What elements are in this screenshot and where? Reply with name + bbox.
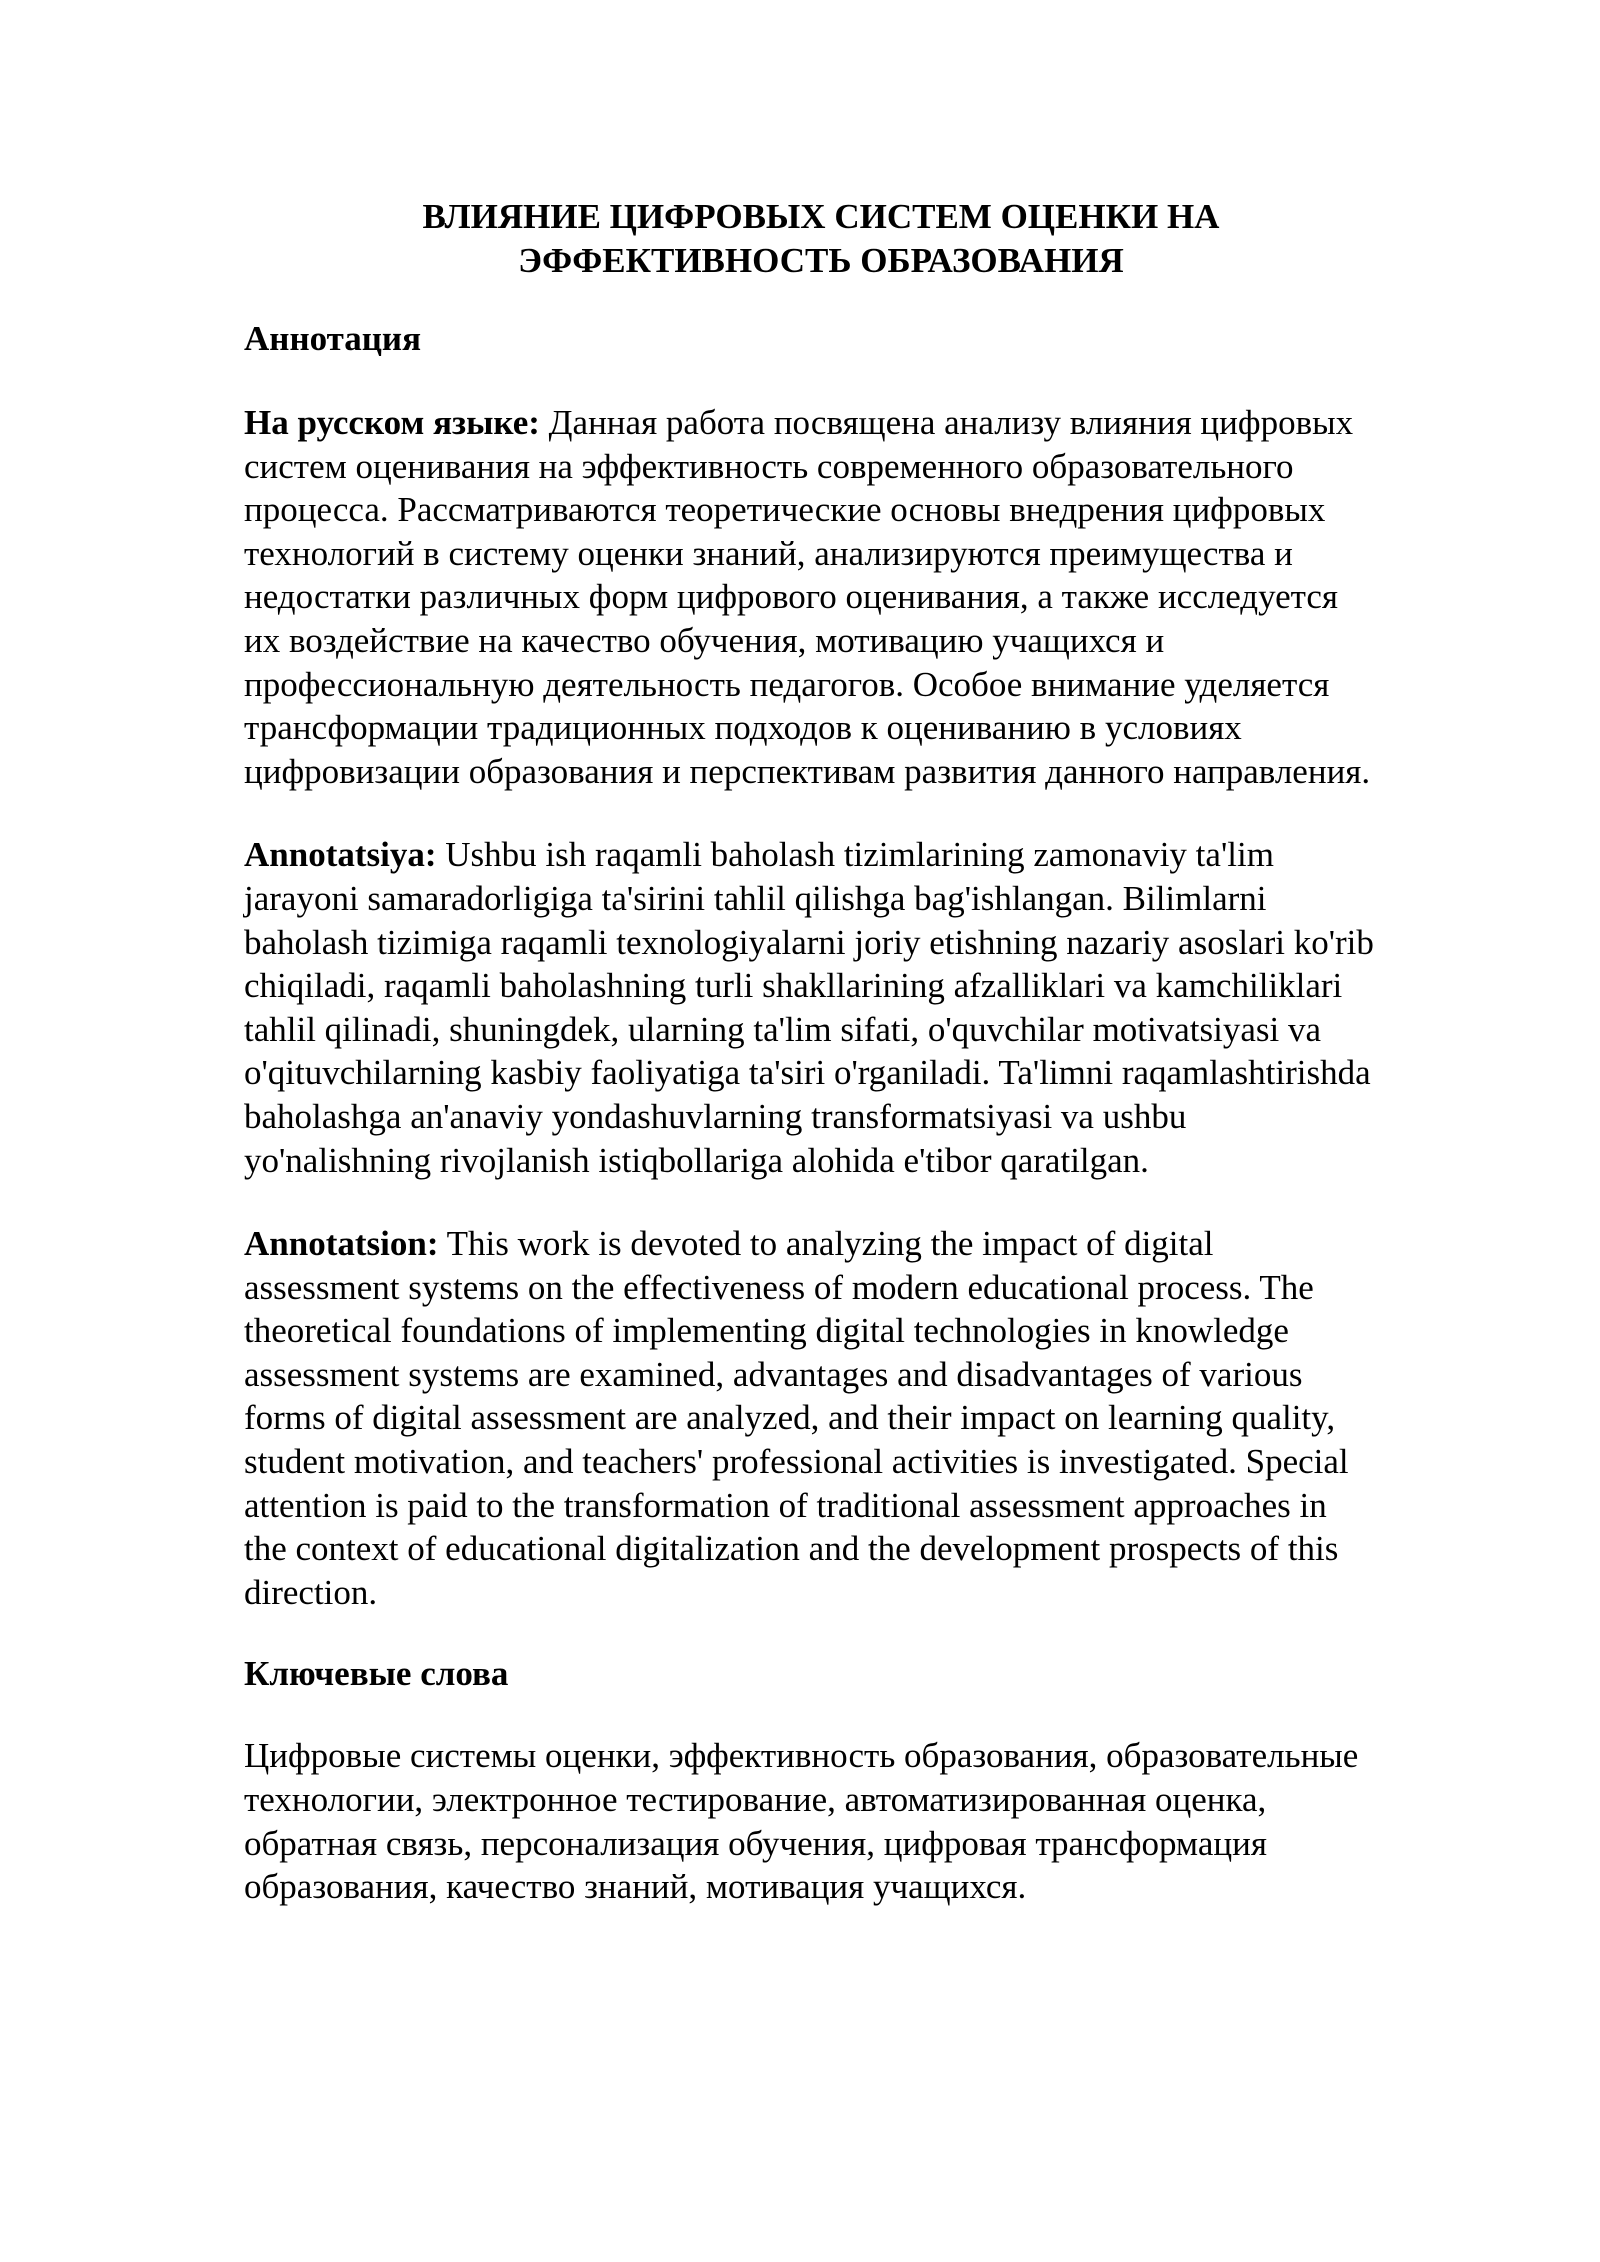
annotation-english [244, 1222, 1374, 1614]
document-page [244, 195, 1374, 1909]
annotation-uzbek [244, 833, 1374, 1182]
annotation-heading: Аннотация [244, 319, 422, 358]
annotation-uzbek-text: Ushbu ish raqamli baholash tizimlarining zamonaviy ta'lim jarayoni samaradorligiga ta'sirini tahlil qilishga bag'ishlangan. Bilimlarni baholash tizimiga raqamli texnologiyalarni joriy etishning nazariy asoslari ko'rib chiqiladi, raqamli baholashning turli shakllarining afzalliklari va kamchiliklari tahlil qilinadi, shuningdek, ularning ta'lim sifati, o'quvchilar motivatsiyasi va o'qituvchilarning kasbiy faoliyatiga ta'siri o'rganiladi. Ta'limni raqamlashtirishda baholashga an'anaviy yondashuvlarning transformatsiyasi va ushbu yo'nalishning rivojlanish istiqbollariga alohida e'tibor qaratilgan. [244, 835, 1374, 1180]
annotation-english-text: This work is devoted to analyzing the impact of digital assessment systems on the effectiveness of modern educational process. The theoretical foundations of implementing digital technologies in knowledge assessment systems are examined, advantages and disadvantages of various forms of digital assessment are analyzed, and their impact on learning quality, student motivation, and teachers' professional activities is investigated. Special attention is paid to the transformation of traditional assessment approaches in the context of educational digitalization and the development prospects of this direction. [244, 1224, 1349, 1612]
keywords-text: Цифровые системы оценки, эффективность образования, образовательные технологии, электронное тестирование, автоматизированная оценка, обратная связь, персонализация обучения, цифровая трансформация образования, качество знаний, мотивация учащихся. [244, 1736, 1359, 1907]
annotation-russian-text: Данная работа посвящена анализу влияния цифровых систем оценивания на эффективность современного образовательного процесса. Рассматриваются теоретические основы внедрения цифровых технологий в систему оценки знаний, анализируются преимущества и недостатки различных форм цифрового оценивания, а также исследуется их воздействие на качество обучения, мотивацию учащихся и профессиональную деятельность педагогов. Особое внимание уделяется трансформации традиционных подходов к оцениванию в условиях цифровизации образования и перспективам развития данного направления. [244, 403, 1371, 791]
annotation-russian-lead: На русском языке: [244, 403, 540, 442]
keywords-heading: Ключевые слова [244, 1654, 509, 1694]
annotation-uzbek-lead: Annotatsiya: [244, 835, 437, 875]
title-line-2: ЭФФЕКТИВНОСТЬ ОБРАЗОВАНИЯ [518, 241, 1124, 280]
title-line-1: ВЛИЯНИЕ ЦИФРОВЫХ СИСТЕМ ОЦЕНКИ НА [422, 197, 1220, 236]
annotation-russian [244, 401, 1374, 793]
document-title [244, 195, 1374, 283]
annotation-english-lead: Annotatsion: [244, 1224, 439, 1264]
